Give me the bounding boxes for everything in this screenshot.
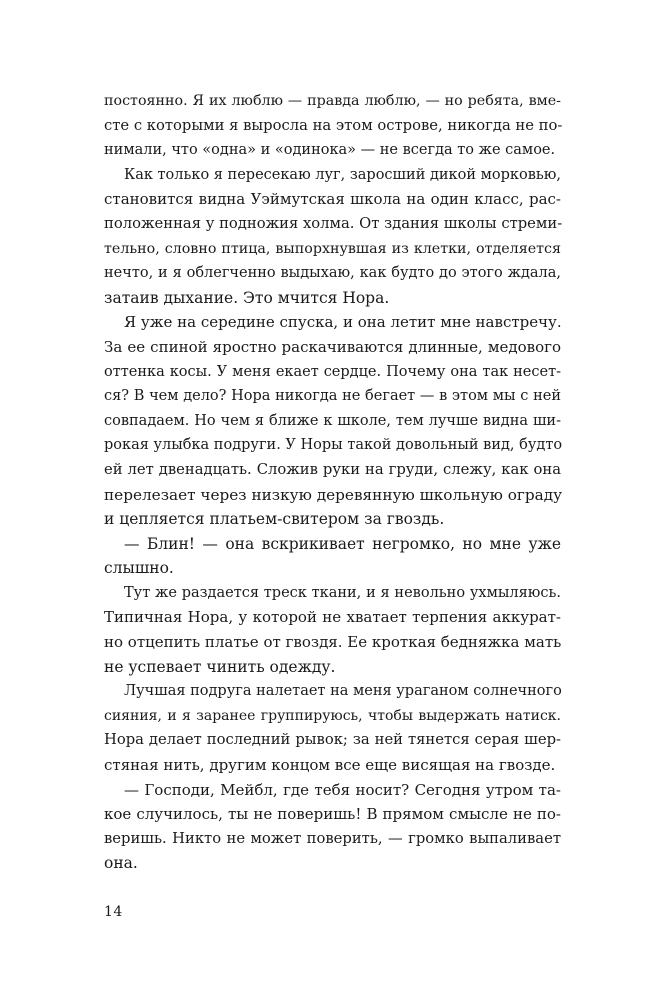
text-line: слышно. — [104, 559, 174, 578]
body-text — [104, 89, 561, 876]
page-number: 14 — [104, 904, 123, 920]
text-line: рокая улыбка подруги. У Норы такой довольный вид, будто — [104, 437, 563, 454]
text-line: положенная у подножия холма. От здания школы стреми- — [104, 214, 563, 232]
text-line: Типичная Нора, у которой не хватает терпения аккурат- — [104, 608, 561, 627]
text-line: сияния, и я заранее группируюсь, чтобы выдержать натиск. — [104, 707, 561, 724]
text-line: не успевает чинить одежду. — [104, 657, 336, 676]
text-line: оттенка косы. У меня екает сердце. Почему она так несет- — [104, 363, 561, 380]
text-line: Как только я пересекаю луг, заросший дикой морковью, — [124, 166, 561, 183]
text-line: Нора делает последний рывок; за ней тянется серая шер- — [104, 731, 561, 749]
text-line: тельно, словно птица, выпорхнувшая из клетки, отделяется — [104, 240, 561, 257]
text-line: затаив дыхание. Это мчится Нора. — [104, 288, 390, 307]
text-line: — Господи, Мейбл, где тебя носит? Сегодня утром та- — [124, 780, 561, 799]
text-line: нимали, что «одна» и «одинока» — не всегда то же самое. — [104, 142, 556, 159]
text-line: совпадаем. Но чем я ближе к школе, тем лучше видна ши- — [104, 412, 561, 429]
text-line: постоянно. Я их люблю — правда люблю, — но ребята, вме- — [104, 93, 561, 109]
text-line: она. — [104, 854, 138, 873]
text-line: Я уже на середине спуска, и она летит мне навстречу. — [124, 313, 562, 332]
text-line: кое случилось, ты не поверишь! В прямом смысле не по- — [104, 805, 561, 824]
text-line: и цепляется платьем-свитером за гвоздь. — [104, 510, 445, 529]
text-line: сте с которыми я выросла на этом острове, никогда не по- — [104, 116, 563, 134]
text-line: перелезает через низкую деревянную школьную ограду — [104, 485, 563, 504]
text-line: веришь. Никто не может поверить, — громко выпаливает — [104, 829, 561, 847]
text-line: нечто, и я облегченно выдыхаю, как будто до этого ждала, — [104, 265, 561, 282]
text-line: становится видна Уэймутская школа на один класс, рас- — [104, 190, 561, 209]
text-line: Тут же раздается треск ткани, и я невольно ухмыляюсь. — [124, 584, 561, 601]
text-line: ей лет двенадцать. Сложив руки на груди, слежу, как она — [104, 460, 561, 478]
text-line: ся? В чем дело? Нора никогда не бегает — в этом мы с ней — [104, 388, 561, 405]
text-line: — Блин! — она вскрикивает негромко, но мне уже — [124, 534, 561, 553]
text-line: За ее спиной яростно раскачиваются длинные, медового — [104, 337, 561, 356]
text-line: Лучшая подруга налетает на меня ураганом солнечного — [124, 683, 562, 700]
text-line: стяная нить, другим концом все еще висящая на гвозде. — [104, 756, 556, 775]
text-line: но отцепить платье от гвоздя. Ее кроткая бедняжка мать — [104, 633, 562, 652]
